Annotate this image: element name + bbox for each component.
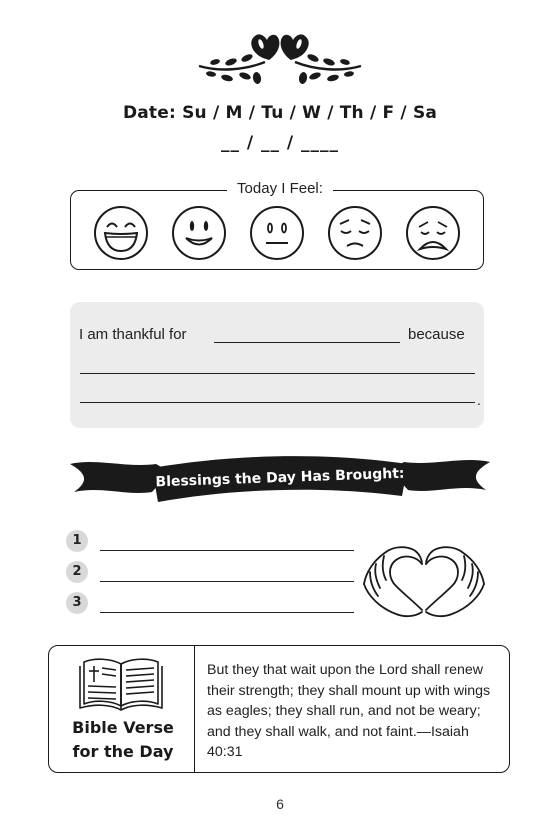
pensive-face-icon[interactable]	[327, 205, 383, 261]
date-blanks[interactable]: __ / __ / ____	[220, 133, 340, 153]
thankful-end-period: .	[477, 392, 481, 408]
thankful-panel	[70, 302, 484, 428]
feelings-faces	[90, 205, 470, 261]
feelings-title	[0, 180, 560, 198]
blessing-number-1: 1	[66, 530, 88, 552]
heart-hands-icon	[362, 542, 486, 622]
thankful-prefix: I am thankful for	[79, 326, 187, 343]
open-bible-icon	[78, 654, 164, 712]
verse-text: But they that wait upon the Lord shall renew their strength; they shall mount up with wings as eagles; they shall run, and not be weary; and they shall walk, and not faint.—Isaiah 40:31	[207, 662, 491, 760]
thankful-because: because	[408, 326, 465, 343]
date-days: Su / M / Tu / W / Th / F / Sa	[182, 103, 438, 123]
blessing-line-1[interactable]	[100, 550, 354, 551]
thankful-line-1[interactable]	[80, 373, 475, 374]
blessing-line-2[interactable]	[100, 581, 354, 582]
date-label: Date:	[122, 103, 176, 123]
smile-face-icon[interactable]	[171, 205, 227, 261]
neutral-face-icon[interactable]	[249, 205, 305, 261]
blessings-title: Blessings the Day Has Brought:	[155, 465, 405, 491]
date-line	[0, 103, 560, 123]
blessing-line-3[interactable]	[100, 612, 354, 613]
blessing-number-3: 3	[66, 592, 88, 614]
verse-divider	[194, 646, 195, 772]
thankful-blank-line[interactable]	[214, 342, 400, 343]
page-number: 6	[276, 796, 284, 812]
verse-label-line-1: Bible Verse	[72, 718, 174, 737]
blessing-number-2: 2	[66, 561, 88, 583]
feelings-title-text: Today I Feel:	[227, 180, 333, 197]
verse-label-line-2: for the Day	[72, 742, 174, 761]
sad-face-icon[interactable]	[405, 205, 461, 261]
thankful-line-2[interactable]	[80, 402, 475, 403]
floral-ornament-icon	[195, 28, 365, 88]
big-grin-face-icon[interactable]	[93, 205, 149, 261]
verse-label	[52, 716, 194, 764]
